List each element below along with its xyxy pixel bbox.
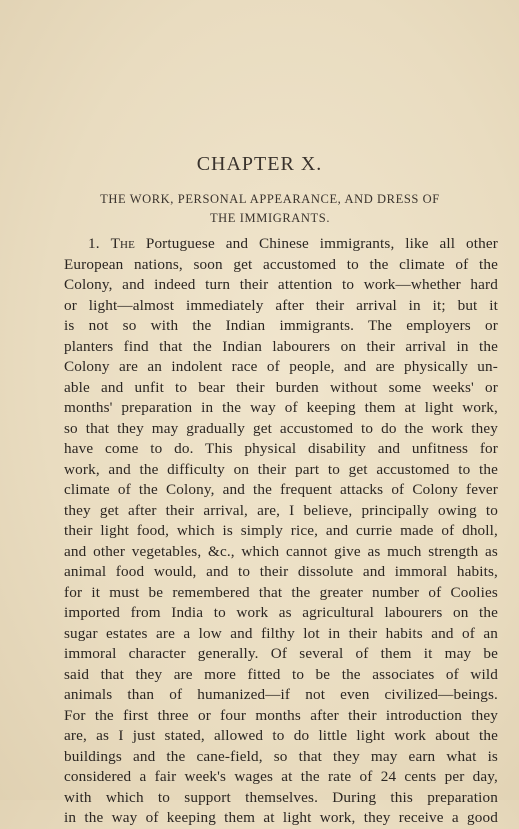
text-line: they get after their arrival, are, I believe, principally owing to — [64, 501, 498, 519]
text-line: climate of the Colony, and the frequent attacks of Colony fever — [64, 481, 498, 498]
text-line: and other vegetables, &c., which cannot give as much strength as — [64, 542, 498, 560]
paragraph-first-line-text: Portuguese and Chinese immigrants, like all other — [145, 235, 498, 252]
chapter-heading: CHAPTER X. — [196, 153, 323, 175]
paragraph-first-line — [64, 234, 498, 255]
text-line: sugar estates are a low and filthy lot in their habits and of an — [64, 624, 498, 642]
text-line: European nations, soon get accustomed to the climate of the — [64, 255, 498, 273]
paragraph-body — [64, 234, 498, 829]
text-line: for it must be remembered that the greater number of Coolies — [64, 583, 498, 601]
chapter-subtitle — [60, 190, 480, 228]
text-line: Colony, and indeed turn their attention to work—whether hard — [64, 276, 498, 293]
text-line: said that they are more fitted to be the associates of wild — [64, 665, 498, 683]
text-line: are, as I just stated, allowed to do little light work about the — [64, 727, 498, 744]
text-line: For the first three or four months after their introduction they — [64, 706, 498, 724]
text-line: have come to do. This physical disability and unfitness for — [64, 440, 498, 457]
text-line: so that they may gradually get accustomed to do the work they — [64, 419, 498, 437]
text-line: is not so with the Indian immigrants. The employers or — [64, 317, 498, 334]
paragraph-number: 1. — [88, 235, 100, 252]
text-line: in the way of keeping them at light work, they receive a good — [64, 809, 498, 826]
text-line: planters find that the Indian labourers on their arrival in the — [64, 337, 498, 355]
text-line: animals than of humanized—if not even civilized—beings. — [64, 686, 498, 703]
text-line: animal food would, and to their dissolute and immoral habits, — [64, 563, 498, 580]
text-line: or light—almost immediately after their arrival in it; but it — [64, 296, 498, 314]
text-line: their light food, which is simply rice, and currie made of dholl, — [64, 522, 498, 539]
text-line: considered a fair week's wages at the rate of 24 cents per day, — [64, 768, 498, 785]
text-line: imported from India to work as agricultural labourers on the — [64, 604, 498, 621]
text-line: buildings and the cane-field, so that they may earn what is — [64, 747, 498, 765]
text-line: Colony are an indolent race of people, and are physically un- — [64, 358, 498, 375]
text-line: able and unfit to bear their burden without some weeks' or — [64, 378, 498, 396]
text-line: with which to support themselves. During this preparation — [64, 788, 498, 806]
text-line: immoral character generally. Of several of them it may be — [64, 645, 498, 662]
paragraph-lines — [64, 255, 498, 829]
chapter-subtitle-line: THE IMMIGRANTS. — [209, 211, 331, 225]
paragraph-lead-word: The — [110, 235, 135, 252]
text-line: months' preparation in the way of keeping them at light work, — [64, 399, 498, 416]
text-line: work, and the difficulty on their part to get accustomed to the — [64, 460, 498, 478]
chapter-subtitle-line: THE WORK, PERSONAL APPEARANCE, AND DRESS OF — [100, 192, 440, 206]
